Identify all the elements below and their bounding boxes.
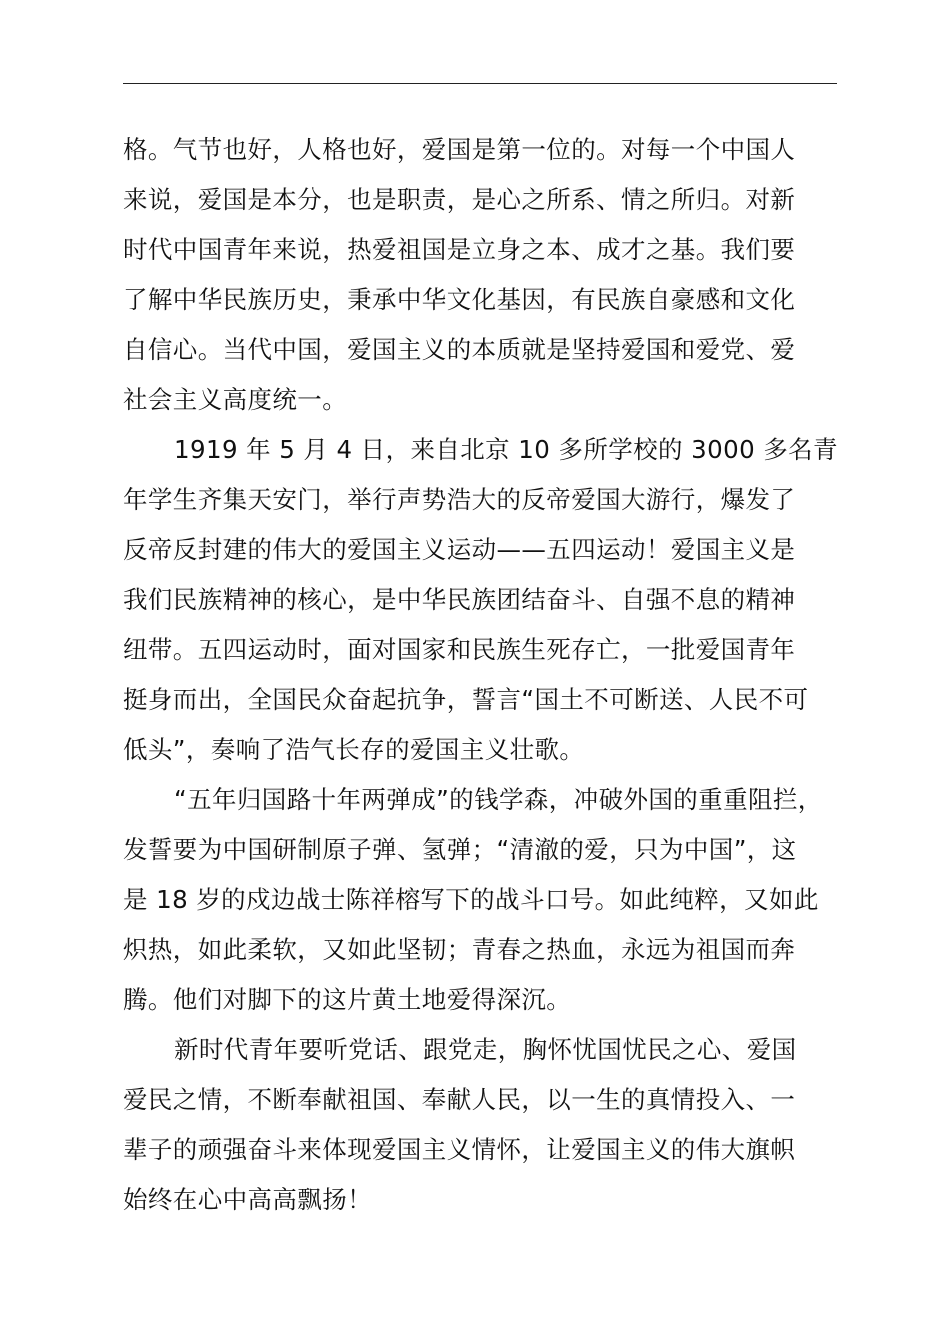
text-line: 低头”，奏响了浩气长存的爱国主义壮歌。: [123, 735, 585, 764]
paragraph-3: [123, 775, 837, 1025]
text-line: 反帝反封建的伟大的爱国主义运动——五四运动！爱国主义是: [123, 535, 796, 564]
text-line: 爱民之情，不断奉献祖国、奉献人民，以一生的真情投入、一: [123, 1085, 796, 1114]
text-line: 社会主义高度统一。: [123, 385, 348, 414]
text-line: 辈子的顽强奋斗来体现爱国主义情怀，让爱国主义的伟大旗帜: [123, 1135, 796, 1164]
text-line: 年学生齐集天安门，举行声势浩大的反帝爱国大游行，爆发了: [123, 485, 796, 514]
text-line: 了解中华民族历史，秉承中华文化基因，有民族自豪感和文化: [123, 285, 796, 314]
header-rule: [123, 83, 837, 84]
text-line: 来说，爱国是本分，也是职责，是心之所系、情之所归。对新: [123, 185, 796, 214]
text-line: 1919 年 5 月 4 日，来自北京 10 多所学校的 3000 多名青: [174, 435, 838, 464]
text-line: 挺身而出，全国民众奋起抗争，誓言“国土不可断送、人民不可: [123, 685, 809, 714]
text-line: “五年归国路十年两弹成”的钱学森，冲破外国的重重阻拦，: [174, 785, 823, 814]
text-line: 腾。他们对脚下的这片黄土地爱得深沉。: [123, 985, 572, 1014]
text-line: 自信心。当代中国，爱国主义的本质就是坚持爱国和爱党、爱: [123, 335, 796, 364]
text-line: 纽带。五四运动时，面对国家和民族生死存亡，一批爱国青年: [123, 635, 796, 664]
paragraph-2: [123, 425, 837, 775]
paragraph-4: [123, 1025, 837, 1225]
text-line: 时代中国青年来说，热爱祖国是立身之本、成才之基。我们要: [123, 235, 796, 264]
paragraph-1: [123, 125, 837, 425]
text-line: 炽热，如此柔软，又如此坚韧；青春之热血，永远为祖国而奔: [123, 935, 796, 964]
text-line: 我们民族精神的核心，是中华民族团结奋斗、自强不息的精神: [123, 585, 796, 614]
text-line: 格。气节也好，人格也好，爱国是第一位的。对每一个中国人: [123, 135, 796, 164]
text-line: 始终在心中高高飘扬！: [123, 1185, 372, 1214]
text-line: 新时代青年要听党话、跟党走，胸怀忧国忧民之心、爱国: [174, 1035, 797, 1064]
text-line: 发誓要为中国研制原子弹、氢弹；“清澈的爱，只为中国”，这: [123, 835, 797, 864]
document-body: [123, 125, 837, 1225]
text-line: 是 18 岁的戍边战士陈祥榕写下的战斗口号。如此纯粹，又如此: [123, 885, 819, 914]
